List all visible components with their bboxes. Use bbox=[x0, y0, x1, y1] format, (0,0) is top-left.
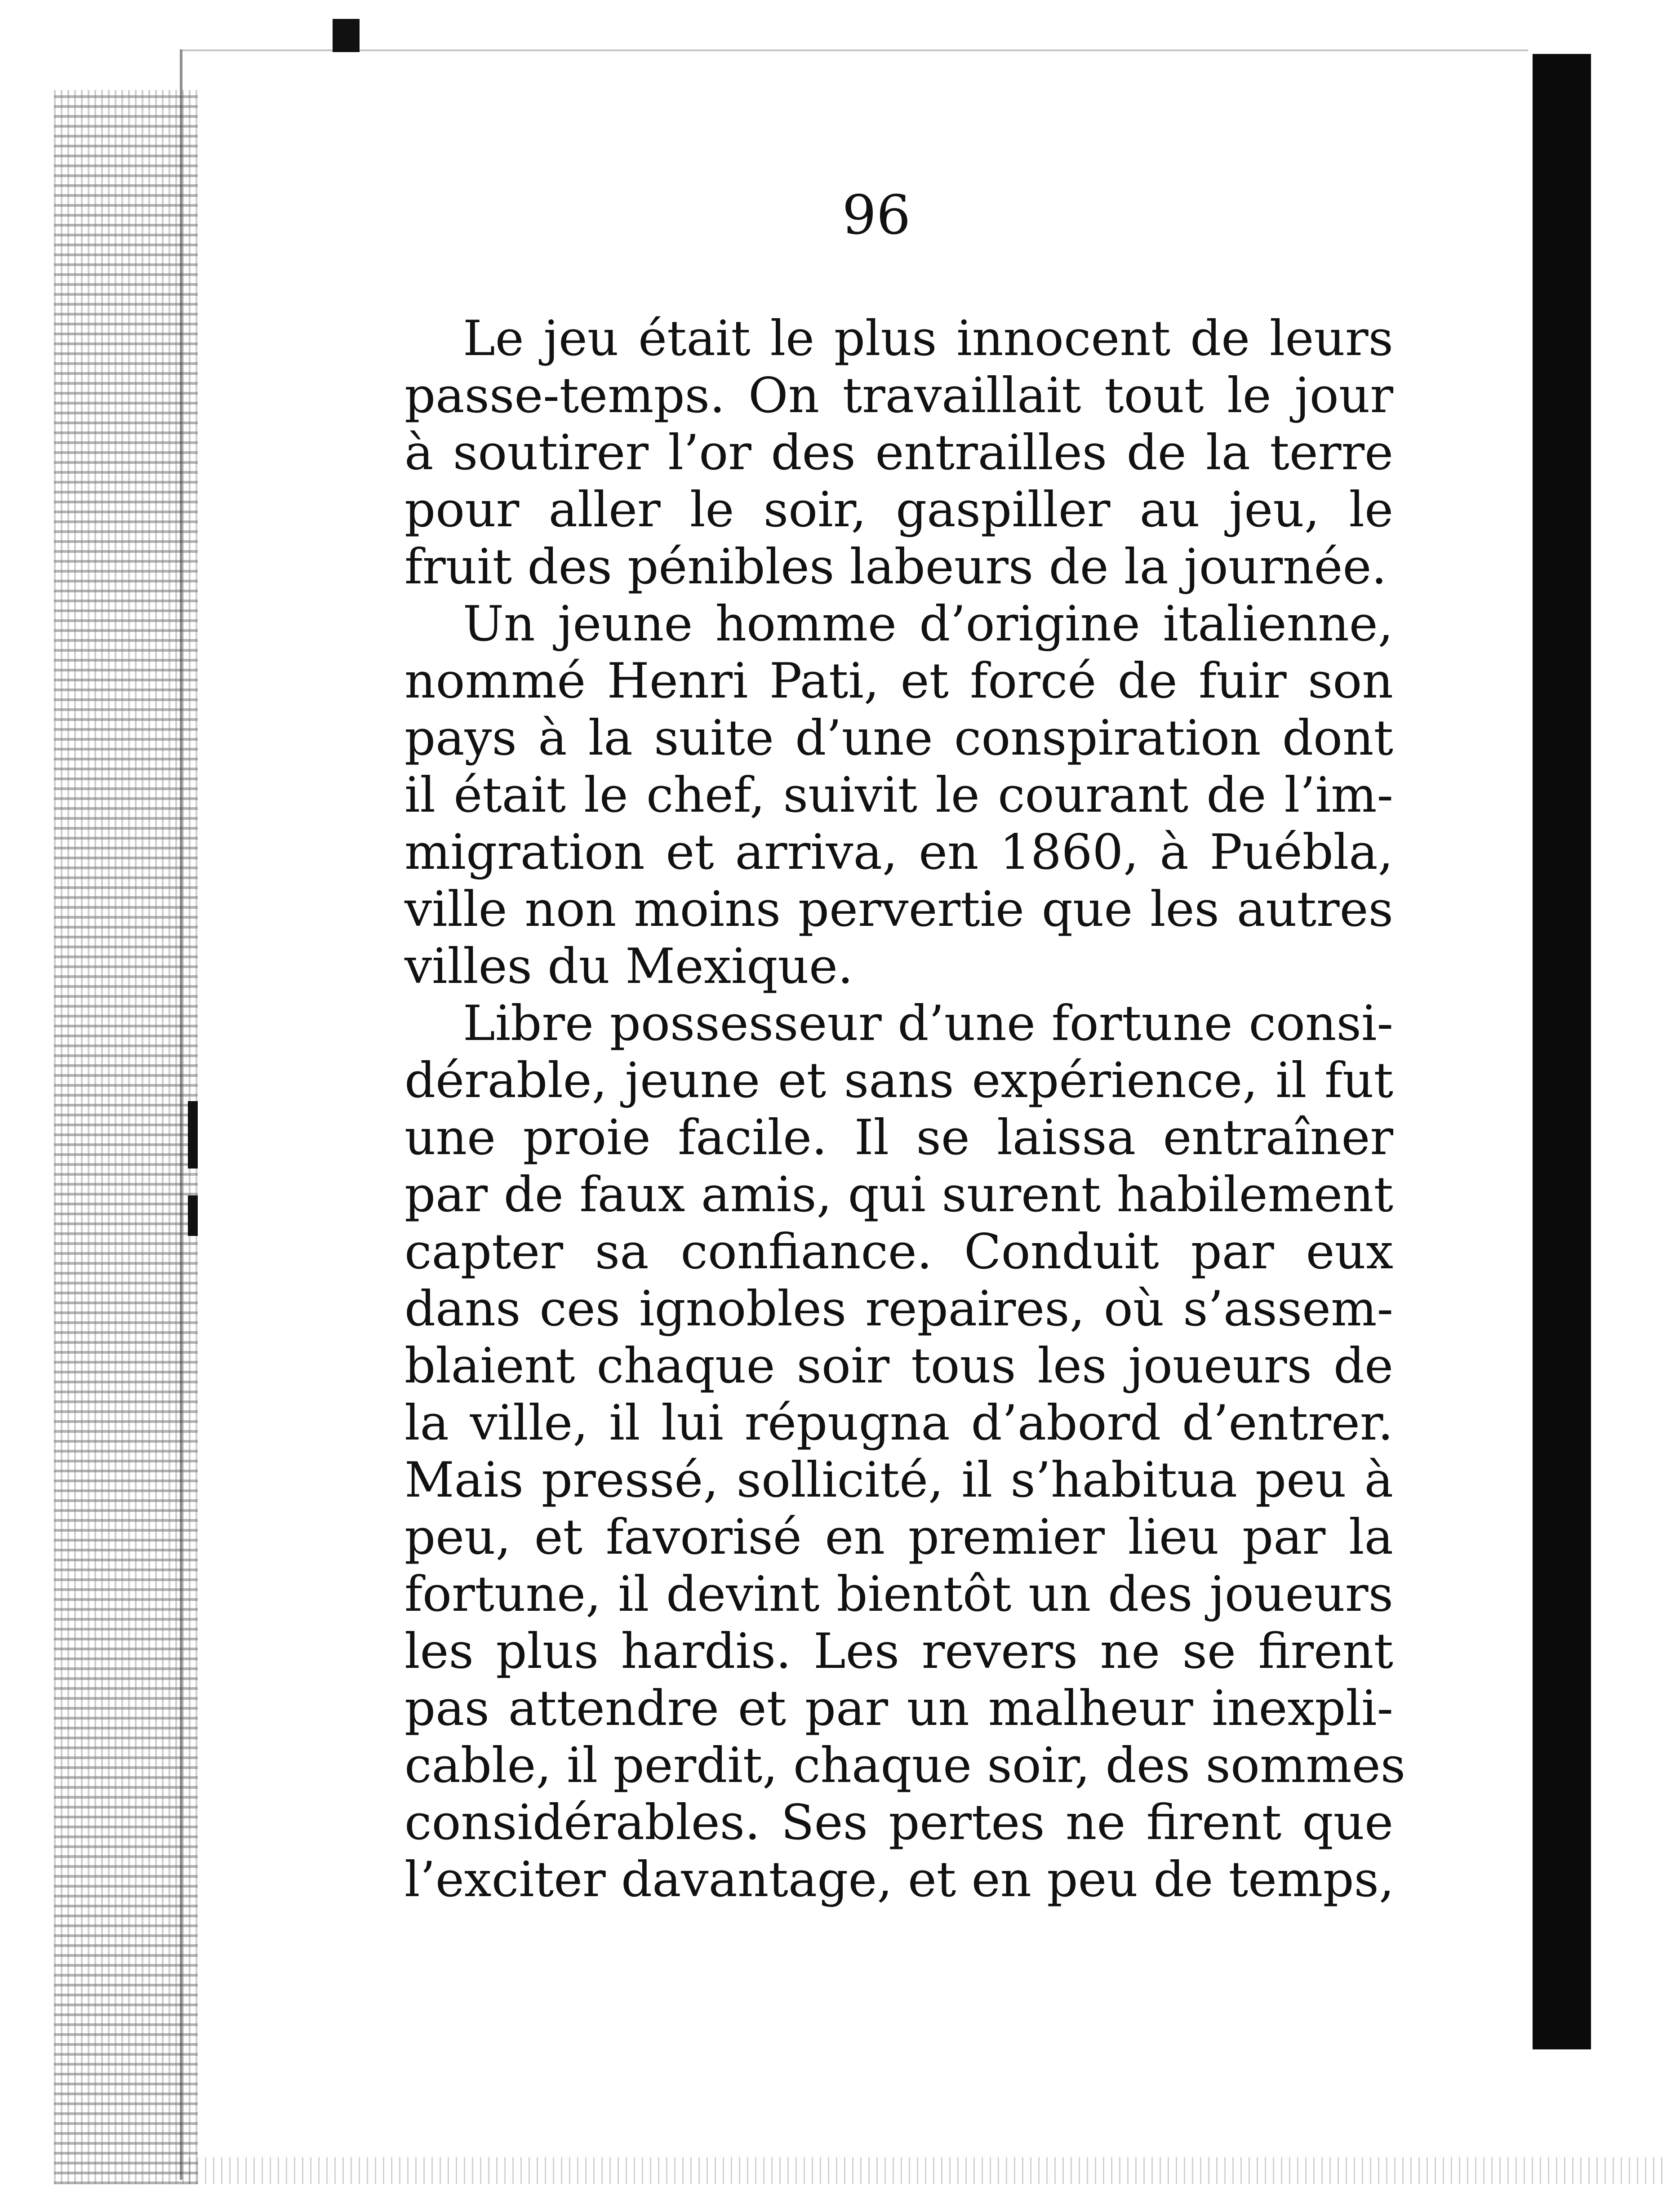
text-line: pas attendre et par un malheur inexpli- bbox=[404, 1680, 1393, 1737]
text-line: migration et arriva, en 1860, à Puébla, bbox=[404, 824, 1393, 880]
text-line: considérables. Ses pertes ne firent que bbox=[404, 1795, 1393, 1851]
text-line: les plus hardis. Les revers ne se firent bbox=[404, 1623, 1393, 1680]
text-line: passe-temps. On travaillait tout le jour bbox=[404, 368, 1393, 424]
scan-mark-top bbox=[333, 19, 360, 52]
text-line: une proie facile. Il se laissa entraîner bbox=[404, 1110, 1393, 1166]
text-line: par de faux amis, qui surent habilement bbox=[404, 1167, 1393, 1223]
text-line: Mais pressé, sollicité, il s’habitua peu à bbox=[404, 1452, 1393, 1508]
text-line: la ville, il lui répugna d’abord d’entrer. bbox=[404, 1395, 1393, 1451]
text-line: fruit des pénibles labeurs de la journée. bbox=[404, 539, 1387, 595]
text-line: ville non moins pervertie que les autres bbox=[404, 881, 1393, 938]
scan-right-border bbox=[1533, 54, 1591, 2049]
text-line: pour aller le soir, gaspiller au jeu, le bbox=[404, 482, 1393, 538]
text-line: dérable, jeune et sans expérience, il fut bbox=[404, 1053, 1393, 1109]
text-line: pays à la suite d’une conspiration dont bbox=[404, 710, 1393, 766]
text-line: il était le chef, suivit le courant de l’im- bbox=[404, 767, 1393, 823]
text-line: Un jeune homme d’origine italienne, bbox=[463, 596, 1393, 652]
text-line: Libre possesseur d’une fortune consi- bbox=[463, 995, 1393, 1052]
text-line: Le jeu était le plus innocent de leurs bbox=[463, 311, 1393, 367]
scan-smudge bbox=[188, 1101, 198, 1169]
scan-smudge bbox=[188, 1195, 198, 1236]
text-line: capter sa confiance. Conduit par eux bbox=[404, 1224, 1393, 1280]
text-line: villes du Mexique. bbox=[404, 938, 853, 995]
text-line: cable, il perdit, chaque soir, des sommes bbox=[404, 1737, 1406, 1794]
text-line: peu, et favorisé en premier lieu par la bbox=[404, 1509, 1393, 1565]
bottom-scan-noise bbox=[189, 2157, 1663, 2184]
text-line: fortune, il devint bientôt un des joueurs bbox=[404, 1566, 1393, 1622]
left-scan-noise bbox=[54, 90, 198, 2184]
body-text bbox=[404, 310, 1406, 1908]
page-left-edge bbox=[180, 49, 182, 2180]
text-line: à soutirer l’or des entrailles de la terre bbox=[404, 425, 1393, 481]
text-line: dans ces ignobles repaires, où s’assem- bbox=[404, 1281, 1393, 1337]
text-line: l’exciter davantage, et en peu de temps, bbox=[404, 1852, 1395, 1908]
page-number: 96 bbox=[842, 184, 911, 247]
page-top-edge bbox=[180, 49, 1528, 51]
text-line: blaient chaque soir tous les joueurs de bbox=[404, 1338, 1393, 1394]
text-line: nommé Henri Pati, et forcé de fuir son bbox=[404, 653, 1393, 709]
